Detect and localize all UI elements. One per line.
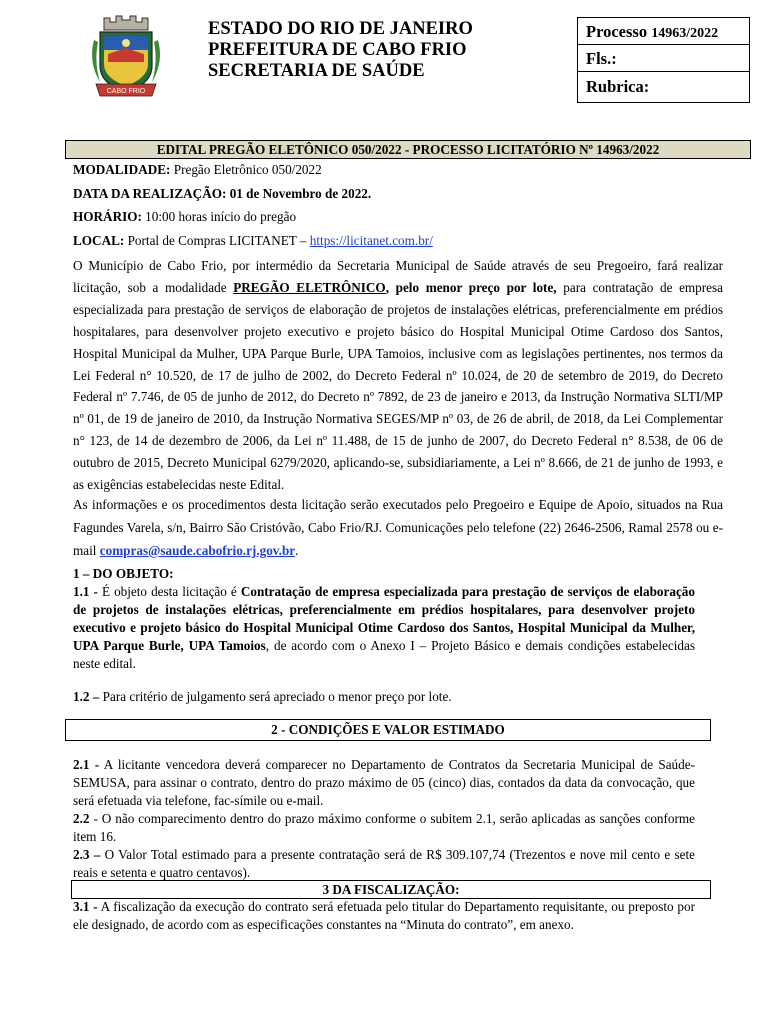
header-titles [208, 19, 538, 82]
section2-item2 [73, 810, 695, 846]
licitanet-link[interactable]: https://licitanet.com.br/ [309, 233, 433, 248]
process-row [578, 18, 749, 45]
section3-title: 3 DA FISCALIZAÇÃO: [71, 880, 711, 899]
item-2-1-number: 2.1 - [73, 757, 100, 772]
modalidade-label: MODALIDADE: [73, 162, 171, 177]
item-3-1-number: 3.1 - [73, 899, 98, 914]
modalidade-value: Pregão Eletrônico 050/2022 [170, 162, 322, 177]
section2-title: 2 - CONDIÇÕES E VALOR ESTIMADO [65, 719, 711, 741]
horario-line [73, 208, 723, 226]
item-1-2-number: 1.2 – [73, 689, 100, 704]
crest-ribbon-text: CABO FRIO [106, 88, 146, 95]
fls-label: Fls.: [586, 49, 617, 68]
local-label: LOCAL: [73, 233, 125, 248]
item-1-1-pre: É objeto desta licitação é [101, 584, 241, 599]
section2-item1 [73, 756, 695, 810]
rubrica-row [578, 72, 749, 102]
item-1-1-number: 1.1 - [73, 584, 102, 599]
intro-modality: PREGÃO ELETRÔNICO [233, 279, 386, 295]
procedures-text: As informações e os procedimentos desta licitação serão executados pelo Pregoeiro e Equipe de Apoio, situados na Rua Fagundes Varela, s/n, Bairro São Cristóvão, Cabo Frio/RJ. Comunicações pelo telefone (22) 2646-2506, Ramal 2578 ou e-mail [73, 497, 723, 558]
section2-item3 [73, 846, 695, 882]
item-2-3-text: O Valor Total estimado para a presente contratação será de R$ 309.107,74 (Trezentos e nove mil cento e sete reais e setenta e quatro centavos). [73, 847, 695, 880]
item-2-2-number: 2.2 [73, 811, 90, 826]
process-number: 14963/2022 [651, 26, 719, 41]
item-2-1-text: A licitante vencedora deverá comparecer no Departamento de Contratos da Secretaria Municipal de Saúde-SEMUSA, para assinar o contrato, dentro do prazo máximo de 05 (cinco) dias, contados da data da convocação, que será efetuada via telefone, fac-símile ou e-mail. [73, 757, 695, 808]
intro-paragraph [73, 255, 723, 496]
local-value: Portal de Compras LICITANET – [124, 233, 310, 248]
section1-title: 1 – DO OBJETO: [73, 566, 174, 581]
item-2-2-text: - O não comparecimento dentro do prazo máximo conforme o subitem 2.1, serão aplicadas as sanções conforme item 16. [73, 811, 695, 844]
data-value: 01 de Novembro de 2022. [226, 186, 372, 201]
modalidade-line [73, 161, 723, 179]
process-box [577, 17, 750, 103]
data-label: DATA DA REALIZAÇÃO: [73, 186, 227, 201]
local-line [73, 232, 723, 250]
item-1-2-text: Para critério de julgamento será apreciado o menor preço por lote. [99, 689, 452, 704]
item-3-1-text: A fiscalização da execução do contrato será efetuada pelo titular do Departamento requisitante, ou preposto por ele designado, de acordo com as especificações constantes na “Minuta do contrato”, em anexo. [73, 899, 695, 932]
cabo-frio-coat-of-arms [86, 10, 166, 100]
item-1-1-object: Contratação de empresa especializada para prestação de serviços de elaboração de projetos de instalações elétricas, preferencialmente em prédios hospitalares, para desenvolver projeto executivo e projeto básico do Hospital Municipal Otime Cardoso dos Santos, Hospital Municipal da Mulher, UPA Parque Burle, UPA Tamoios [73, 584, 695, 653]
rubrica-label: Rubrica: [586, 77, 650, 96]
fls-row [578, 45, 749, 72]
horario-label: HORÁRIO: [73, 209, 142, 224]
data-realizacao-line [73, 185, 723, 203]
procedures-end: . [295, 543, 299, 558]
section1-item2 [73, 688, 723, 706]
city-hall-name: PREFEITURA DE CABO FRIO [208, 40, 467, 60]
email-link[interactable]: compras@saude.cabofrio.rj.gov.br [99, 543, 296, 558]
item-2-3-number: 2.3 – [73, 847, 101, 862]
intro-text-part1: O Município de Cabo Frio, por intermédio da Secretaria Municipal de Saúde através de seu Pregoeiro, fará realizar licitação, sob a modalidade [73, 258, 723, 295]
section1-item1 [73, 583, 695, 673]
horario-value: 10:00 horas início do pregão [141, 209, 297, 224]
process-label: Processo [586, 22, 648, 41]
item-1-1-post: , de acordo com o Anexo I – Projeto Básico e demais condições estabelecidas neste edital. [73, 638, 696, 671]
intro-criterion: , pelo menor preço por lote, [385, 279, 557, 295]
intro-text-part2: para contratação de empresa especializada para prestação de serviços de elaboração de projetos de instalações elétricas, preferencialmente em prédios hospitalares, para desenvolver projeto executivo e projeto básico do Hospital Municipal Otime Cardoso dos Santos, Hospital Municipal da Mulher, UPA Parque Burle, UPA Tamoios, inclusive com as legislações pertinentes, nos termos da Lei Federal n° 10.520, de 17 de julho de 2002, do Decreto Federal nº 10.024, de 20 de setembro de 2019, do Decreto Federal nº 7.746, de 05 de junho de 2012, do Decreto nº 7892, de 23 de janeiro e 2013, da Instrução Normativa SLTI/MP nº 01, de 19 de janeiro de 2010, da Instrução Normativa SEGES/MP nº 03, de 26 de abril, de 2018, da Lei Complementar n° 123, de 14 de dezembro de 2006, da Lei nº 11.488, de 15 de junho de 2007, do Decreto Federal n° 8.538, de 06 de outubro de 2015, Decreto Municipal 6279/2020, aplicando-se, subsidiariamente, a Lei nº 8.666, de 21 de junho de 1993, e as exigências estabelecidas neste Edital. [73, 279, 724, 493]
secretariat-name: SECRETARIA DE SAÚDE [208, 61, 425, 81]
state-name: ESTADO DO RIO DE JANEIRO [208, 19, 473, 39]
procedures-paragraph [73, 493, 723, 562]
section3-item1 [73, 898, 695, 934]
edital-title: EDITAL PREGÃO ELETÔNICO 050/2022 - PROCESSO LICITATÓRIO Nº 14963/2022 [65, 140, 751, 159]
